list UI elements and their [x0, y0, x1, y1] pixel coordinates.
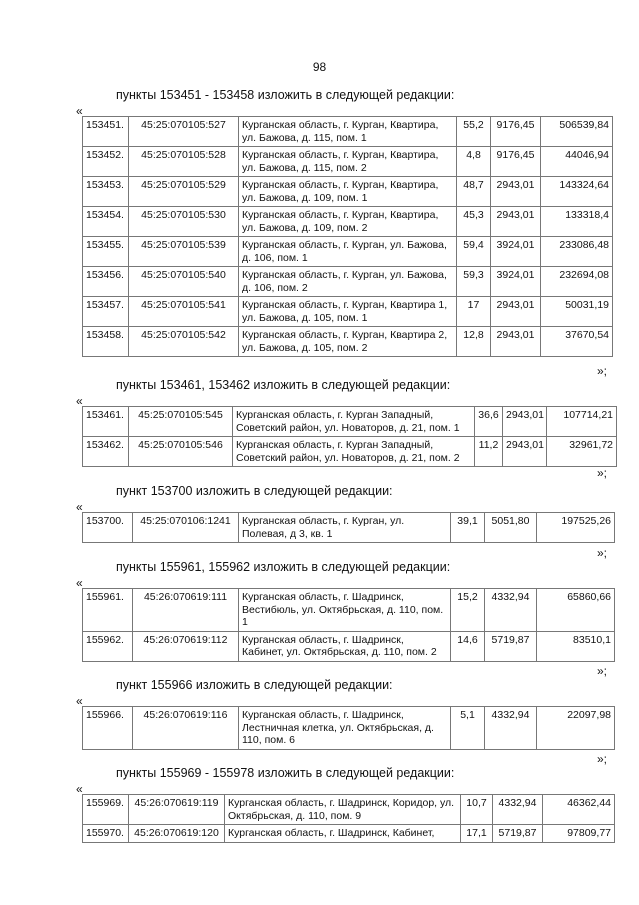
item-number-cell: 153453. [83, 177, 129, 207]
property-table [82, 406, 617, 467]
item-number-cell: 155962. [83, 631, 133, 661]
table-row [83, 589, 615, 632]
item-number-cell: 153461. [83, 407, 129, 437]
section-heading: пункты 155961, 155962 изложить в следующей редакции: [116, 560, 451, 574]
item-number-cell: 155966. [83, 707, 133, 750]
rate-cell: 2943,01 [491, 327, 541, 357]
area-cell: 45,3 [457, 207, 491, 237]
item-number-cell: 153457. [83, 297, 129, 327]
rate-cell: 5051,80 [485, 513, 537, 543]
property-table [82, 588, 615, 662]
area-cell: 17,1 [461, 825, 493, 843]
address-cell: Курганская область, г. Курган, Квартира 2, ул. Бажова, д. 105, пом. 2 [239, 327, 457, 357]
value-cell: 143324,64 [541, 177, 613, 207]
quote-close: »; [597, 364, 608, 378]
area-cell: 14,6 [451, 631, 485, 661]
address-cell: Курганская область, г. Курган, Квартира, ул. Бажова, д. 109, пом. 1 [239, 177, 457, 207]
table-row [83, 207, 613, 237]
value-cell: 83510,1 [537, 631, 615, 661]
cadastral-number-cell: 45:25:070106:1241 [133, 513, 239, 543]
cadastral-number-cell: 45:25:070105:529 [129, 177, 239, 207]
item-number-cell: 153700. [83, 513, 133, 543]
address-cell: Курганская область, г. Шадринск, Лестничная клетка, ул. Октябрьская, д. 110, пом. 6 [239, 707, 451, 750]
table-row [83, 513, 615, 543]
rate-cell: 9176,45 [491, 147, 541, 177]
area-cell: 10,7 [461, 795, 493, 825]
cadastral-number-cell: 45:25:070105:539 [129, 237, 239, 267]
table-row [83, 297, 613, 327]
address-cell: Курганская область, г. Курган, Квартира 1, ул. Бажова, д. 105, пом. 1 [239, 297, 457, 327]
quote-open: « [76, 394, 83, 408]
cadastral-number-cell: 45:25:070105:527 [129, 117, 239, 147]
cadastral-number-cell: 45:25:070105:542 [129, 327, 239, 357]
area-cell: 59,4 [457, 237, 491, 267]
item-number-cell: 153458. [83, 327, 129, 357]
cadastral-number-cell: 45:25:070105:540 [129, 267, 239, 297]
rate-cell: 2943,01 [503, 407, 547, 437]
value-cell: 32961,72 [547, 437, 617, 467]
area-cell: 55,2 [457, 117, 491, 147]
rate-cell: 9176,45 [491, 117, 541, 147]
value-cell: 22097,98 [537, 707, 615, 750]
table-row [83, 177, 613, 207]
value-cell: 97809,77 [543, 825, 615, 843]
rate-cell: 4332,94 [485, 589, 537, 632]
value-cell: 44046,94 [541, 147, 613, 177]
value-cell: 506539,84 [541, 117, 613, 147]
area-cell: 17 [457, 297, 491, 327]
address-cell: Курганская область, г. Курган Западный, Советский район, ул. Новаторов, д. 21, пом. 2 [233, 437, 475, 467]
section-heading: пункт 155966 изложить в следующей редакции: [116, 678, 393, 692]
section-heading: пункты 155969 - 155978 изложить в следующей редакции: [116, 766, 455, 780]
quote-open: « [76, 694, 83, 708]
area-cell: 48,7 [457, 177, 491, 207]
area-cell: 12,8 [457, 327, 491, 357]
value-cell: 133318,4 [541, 207, 613, 237]
cadastral-number-cell: 45:26:070619:111 [133, 589, 239, 632]
address-cell: Курганская область, г. Шадринск, Кабинет, ул. Октябрьская, д. 110, пом. 2 [239, 631, 451, 661]
item-number-cell: 153462. [83, 437, 129, 467]
quote-close: »; [597, 466, 608, 480]
property-table [82, 116, 613, 357]
cadastral-number-cell: 45:25:070105:545 [129, 407, 233, 437]
cadastral-number-cell: 45:25:070105:541 [129, 297, 239, 327]
rate-cell: 3924,01 [491, 237, 541, 267]
rate-cell: 2943,01 [503, 437, 547, 467]
table-row [83, 437, 617, 467]
table-row [83, 795, 615, 825]
value-cell: 37670,54 [541, 327, 613, 357]
rate-cell: 5719,87 [485, 631, 537, 661]
address-cell: Курганская область, г. Шадринск, Вестибюль, ул. Октябрьская, д. 110, пом. 1 [239, 589, 451, 632]
area-cell: 39,1 [451, 513, 485, 543]
cadastral-number-cell: 45:25:070105:528 [129, 147, 239, 177]
table-row [83, 707, 615, 750]
table-row [83, 825, 615, 843]
table-row [83, 267, 613, 297]
cadastral-number-cell: 45:26:070619:112 [133, 631, 239, 661]
quote-close: »; [597, 752, 608, 766]
address-cell: Курганская область, г. Шадринск, Кабинет, [225, 825, 461, 843]
quote-open: « [76, 576, 83, 590]
page-number: 98 [312, 60, 327, 74]
value-cell: 50031,19 [541, 297, 613, 327]
item-number-cell: 155961. [83, 589, 133, 632]
area-cell: 4,8 [457, 147, 491, 177]
value-cell: 197525,26 [537, 513, 615, 543]
rate-cell: 2943,01 [491, 207, 541, 237]
section-heading: пункт 153700 изложить в следующей редакции: [116, 484, 393, 498]
address-cell: Курганская область, г. Курган, Квартира, ул. Бажова, д. 115, пом. 1 [239, 117, 457, 147]
rate-cell: 4332,94 [493, 795, 543, 825]
address-cell: Курганская область, г. Курган, Квартира, ул. Бажова, д. 115, пом. 2 [239, 147, 457, 177]
area-cell: 11,2 [475, 437, 503, 467]
item-number-cell: 153456. [83, 267, 129, 297]
address-cell: Курганская область, г. Курган, ул. Полевая, д 3, кв. 1 [239, 513, 451, 543]
rate-cell: 3924,01 [491, 267, 541, 297]
value-cell: 233086,48 [541, 237, 613, 267]
address-cell: Курганская область, г. Курган, Квартира, ул. Бажова, д. 109, пом. 2 [239, 207, 457, 237]
area-cell: 15,2 [451, 589, 485, 632]
quote-close: »; [597, 664, 608, 678]
value-cell: 232694,08 [541, 267, 613, 297]
section-heading: пункты 153461, 153462 изложить в следующей редакции: [116, 378, 451, 392]
address-cell: Курганская область, г. Курган, ул. Бажова, д. 106, пом. 1 [239, 237, 457, 267]
address-cell: Курганская область, г. Шадринск, Коридор, ул. Октябрьская, д. 110, пом. 9 [225, 795, 461, 825]
quote-open: « [76, 104, 83, 118]
item-number-cell: 153454. [83, 207, 129, 237]
address-cell: Курганская область, г. Курган Западный, Советский район, ул. Новаторов, д. 21, пом. 1 [233, 407, 475, 437]
quote-close: »; [597, 546, 608, 560]
area-cell: 59,3 [457, 267, 491, 297]
value-cell: 46362,44 [543, 795, 615, 825]
table-row [83, 147, 613, 177]
address-cell: Курганская область, г. Курган, ул. Бажова, д. 106, пом. 2 [239, 267, 457, 297]
section-heading: пункты 153451 - 153458 изложить в следующей редакции: [116, 88, 455, 102]
property-table [82, 706, 615, 750]
table-row [83, 327, 613, 357]
area-cell: 5,1 [451, 707, 485, 750]
cadastral-number-cell: 45:25:070105:530 [129, 207, 239, 237]
property-table [82, 794, 615, 843]
value-cell: 107714,21 [547, 407, 617, 437]
property-table [82, 512, 615, 543]
item-number-cell: 153452. [83, 147, 129, 177]
item-number-cell: 155969. [83, 795, 129, 825]
cadastral-number-cell: 45:26:070619:119 [129, 795, 225, 825]
rate-cell: 2943,01 [491, 297, 541, 327]
cadastral-number-cell: 45:26:070619:116 [133, 707, 239, 750]
table-row [83, 237, 613, 267]
value-cell: 65860,66 [537, 589, 615, 632]
item-number-cell: 153451. [83, 117, 129, 147]
table-row [83, 407, 617, 437]
item-number-cell: 153455. [83, 237, 129, 267]
cadastral-number-cell: 45:25:070105:546 [129, 437, 233, 467]
rate-cell: 5719,87 [493, 825, 543, 843]
item-number-cell: 155970. [83, 825, 129, 843]
quote-open: « [76, 500, 83, 514]
cadastral-number-cell: 45:26:070619:120 [129, 825, 225, 843]
quote-open: « [76, 782, 83, 796]
rate-cell: 4332,94 [485, 707, 537, 750]
table-row [83, 631, 615, 661]
area-cell: 36,6 [475, 407, 503, 437]
table-row [83, 117, 613, 147]
rate-cell: 2943,01 [491, 177, 541, 207]
